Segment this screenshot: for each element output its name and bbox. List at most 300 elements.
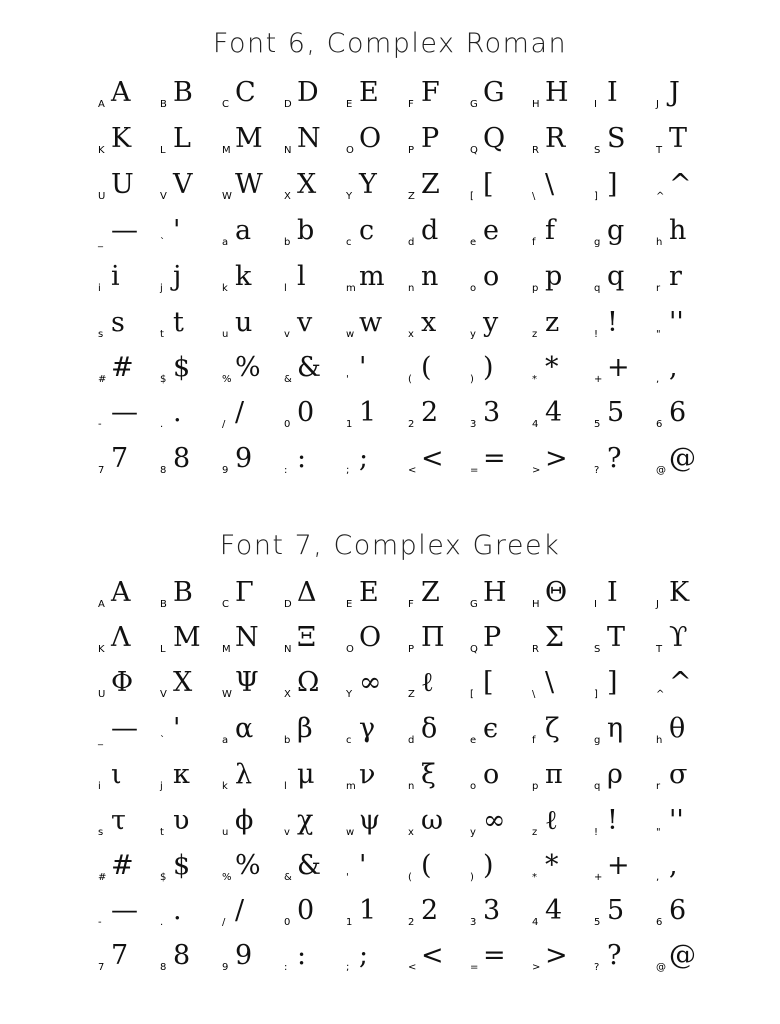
glyph-cell [532, 843, 594, 883]
glyph-key-label: 8 [160, 962, 167, 973]
glyph-cell [284, 162, 346, 202]
glyph-sample: > [545, 940, 568, 971]
glyph-key-label: 0 [284, 419, 291, 430]
glyph-sample: K [669, 577, 690, 608]
glyph-key-label: @ [656, 962, 666, 973]
glyph-key-label: 1 [346, 419, 353, 430]
glyph-key-label: f [532, 735, 536, 746]
glyph-key-label: Q [470, 644, 478, 655]
glyph-cell [408, 570, 470, 610]
glyph-sample: & [297, 352, 322, 383]
glyph-cell [594, 300, 656, 340]
glyph-key-label: R [532, 644, 539, 655]
glyph-key-label: & [284, 872, 292, 883]
glyph-key-label: P [408, 145, 415, 156]
glyph-key-label: W [222, 191, 232, 202]
glyph-key-label: n [408, 283, 415, 294]
glyph-sample: Λ [111, 622, 131, 653]
glyph-cell [594, 888, 656, 928]
glyph-key-label: g [594, 735, 601, 746]
glyph-cell [470, 300, 532, 340]
glyph-cell [470, 570, 532, 610]
glyph-sample: F [421, 77, 440, 108]
glyph-sample: = [483, 940, 506, 971]
glyph-key-label: X [284, 191, 291, 202]
glyph-cell [160, 116, 222, 156]
glyph-key-label: " [656, 329, 661, 340]
glyph-key-label: + [594, 374, 603, 385]
glyph-sample: ϕ [235, 805, 254, 836]
glyph-key-label: D [284, 99, 292, 110]
glyph-key-label: S [594, 644, 601, 655]
glyph-cell [408, 116, 470, 156]
glyph-sample: ; [359, 443, 369, 474]
glyph-key-label: Y [346, 191, 353, 202]
glyph-key-label: m [346, 781, 356, 792]
glyph-sample: I [607, 77, 618, 108]
glyph-cell [346, 798, 408, 838]
glyph-cell [594, 752, 656, 792]
glyph-sample: ν [359, 759, 376, 790]
glyph-cell [160, 752, 222, 792]
glyph-key-label: ^ [656, 689, 665, 700]
glyph-key-label: 6 [656, 917, 663, 928]
glyph-key-label: ( [408, 872, 412, 883]
glyph-sample: ι [111, 759, 122, 790]
glyph-key-label: u [222, 329, 229, 340]
glyph-sample: $ [173, 850, 191, 881]
glyph-sample: S [607, 123, 626, 154]
glyph-key-label: # [98, 374, 107, 385]
glyph-sample: D [297, 77, 319, 108]
glyph-cell [98, 615, 160, 655]
glyph-key-label: z [532, 329, 538, 340]
glyph-key-label: % [222, 872, 232, 883]
glyph-cell [346, 888, 408, 928]
glyph-cell [470, 436, 532, 476]
glyph-sample: 2 [421, 895, 439, 926]
glyph-sample: A [111, 77, 131, 108]
glyph-cell [532, 570, 594, 610]
glyph-sample: '' [669, 805, 684, 836]
glyph-cell [532, 615, 594, 655]
glyph-sample: K [111, 123, 132, 154]
glyph-key-label: 9 [222, 465, 229, 476]
glyph-key-label: L [160, 145, 166, 156]
glyph-sample: ' [173, 215, 181, 246]
glyph-sample: ] [607, 169, 618, 200]
glyph-sample: ; [359, 940, 369, 971]
glyph-sample: [ [483, 169, 494, 200]
glyph-key-label: < [408, 962, 417, 973]
glyph-cell [594, 254, 656, 294]
glyph-sample: ? [607, 940, 622, 971]
glyph-key-label: d [408, 237, 415, 248]
glyph-key-label: ` [160, 735, 165, 746]
glyph-key-label: ? [594, 465, 600, 476]
glyph-cell [408, 660, 470, 700]
glyph-cell [160, 888, 222, 928]
glyph-cell [284, 208, 346, 248]
glyph-sample: % [235, 850, 261, 881]
glyph-key-label: 3 [470, 917, 477, 928]
glyph-sample: r [669, 261, 682, 292]
glyph-cell [470, 798, 532, 838]
glyph-sample: 3 [483, 895, 501, 926]
glyph-key-label: K [98, 644, 105, 655]
glyph-key-label: ` [160, 237, 165, 248]
glyph-key-label: # [98, 872, 107, 883]
glyph-key-label: * [532, 872, 537, 883]
glyph-sample: [ [483, 667, 494, 698]
glyph-sample: A [111, 577, 131, 608]
glyph-cell [160, 933, 222, 973]
glyph-cell [532, 798, 594, 838]
glyph-key-label: u [222, 827, 229, 838]
glyph-sample: X [173, 667, 193, 698]
glyph-cell [222, 933, 284, 973]
glyph-sample: N [235, 622, 259, 653]
glyph-key-label: ' [346, 374, 349, 385]
glyph-sample: \ [545, 169, 555, 200]
glyph-cell [346, 660, 408, 700]
glyph-key-label: q [594, 781, 601, 792]
glyph-sample: h [669, 215, 687, 246]
glyph-key-label: - [98, 419, 102, 430]
glyph-cell [222, 345, 284, 385]
glyph-key-label: b [284, 735, 291, 746]
glyph-key-label: p [532, 781, 539, 792]
glyph-key-label: i [98, 283, 101, 294]
glyph-key-label: I [594, 99, 597, 110]
glyph-sample: 4 [545, 397, 563, 428]
glyph-key-label: N [284, 644, 292, 655]
glyph-key-label: F [408, 599, 414, 610]
glyph-key-label: 4 [532, 917, 539, 928]
glyph-cell [160, 162, 222, 202]
glyph-key-label: / [222, 917, 226, 928]
glyph-key-label: V [160, 689, 167, 700]
glyph-sample: Q [483, 123, 506, 154]
glyph-key-label: 5 [594, 917, 601, 928]
glyph-key-label: , [656, 872, 660, 883]
glyph-key-label: d [408, 735, 415, 746]
glyph-cell [408, 615, 470, 655]
glyph-cell [470, 70, 532, 110]
glyph-key-label: a [222, 735, 229, 746]
glyph-sample: + [607, 352, 630, 383]
glyph-sample: H [545, 77, 569, 108]
glyph-key-label: C [222, 599, 229, 610]
glyph-sample: θ [669, 713, 686, 744]
glyph-key-label: e [470, 735, 477, 746]
glyph-cell [284, 345, 346, 385]
glyph-cell [594, 615, 656, 655]
glyph-key-label: : [284, 962, 288, 973]
glyph-cell [470, 888, 532, 928]
glyph-sample: ο [483, 759, 500, 790]
glyph-sample: J [669, 77, 680, 108]
glyph-key-label: R [532, 145, 539, 156]
glyph-sample: w [359, 307, 383, 338]
glyph-cell [470, 933, 532, 973]
glyph-sample: ? [607, 443, 622, 474]
glyph-key-label: ! [594, 827, 599, 838]
glyph-sample: 7 [111, 940, 129, 971]
glyph-key-label: J [656, 599, 659, 610]
glyph-cell [408, 70, 470, 110]
glyph-cell [656, 436, 718, 476]
glyph-key-label: p [532, 283, 539, 294]
glyph-cell [160, 660, 222, 700]
glyph-cell [656, 300, 718, 340]
glyph-cell [222, 660, 284, 700]
glyph-key-label: $ [160, 374, 167, 385]
glyph-sample: ) [483, 352, 494, 383]
glyph-sample: κ [173, 759, 190, 790]
glyph-sample: 7 [111, 443, 129, 474]
glyph-sample: 0 [297, 397, 315, 428]
glyph-key-label: ) [470, 872, 474, 883]
glyph-key-label: $ [160, 872, 167, 883]
glyph-cell [98, 752, 160, 792]
glyph-key-label: S [594, 145, 601, 156]
glyph-key-label: % [222, 374, 232, 385]
glyph-cell [470, 843, 532, 883]
glyph-cell [656, 254, 718, 294]
glyph-cell [532, 888, 594, 928]
glyph-sample: u [235, 307, 253, 338]
glyph-key-label: - [98, 917, 102, 928]
glyph-cell [656, 706, 718, 746]
glyph-cell [98, 798, 160, 838]
glyph-cell [160, 615, 222, 655]
glyph-sample: ' [359, 850, 367, 881]
glyph-cell [470, 254, 532, 294]
glyph-cell [594, 208, 656, 248]
glyph-sample: P [483, 622, 502, 653]
glyph-cell [594, 390, 656, 430]
glyph-key-label: E [346, 599, 353, 610]
glyph-cell [98, 570, 160, 610]
glyph-key-label: U [98, 191, 106, 202]
glyph-cell [284, 615, 346, 655]
glyph-cell [532, 706, 594, 746]
glyph-sample: d [421, 215, 439, 246]
glyph-sample: E [359, 77, 379, 108]
glyph-sample: j [173, 261, 182, 292]
glyph-key-label: i [98, 781, 101, 792]
glyph-sample: — [111, 713, 138, 744]
glyph-key-label: n [408, 781, 415, 792]
glyph-key-label: , [656, 374, 660, 385]
glyph-sample: ] [607, 667, 618, 698]
glyph-cell [222, 888, 284, 928]
glyph-key-label: r [656, 781, 661, 792]
glyph-sample: G [483, 77, 505, 108]
glyph-sample: λ [235, 759, 253, 790]
glyph-sample: '' [669, 307, 684, 338]
glyph-sample: B [173, 77, 193, 108]
glyph-sample: c [359, 215, 375, 246]
glyph-key-label: ] [594, 191, 598, 202]
glyph-sample: \ [545, 667, 555, 698]
glyph-cell [160, 570, 222, 610]
glyph-key-label: [ [470, 191, 474, 202]
glyph-cell [284, 570, 346, 610]
glyph-cell [284, 254, 346, 294]
glyph-key-label: ; [346, 465, 350, 476]
glyph-sample: τ [111, 805, 126, 836]
glyph-key-label: ! [594, 329, 599, 340]
glyph-key-label: h [656, 735, 663, 746]
glyph-key-label: l [284, 283, 287, 294]
glyph-key-label: s [98, 329, 104, 340]
glyph-key-label: Q [470, 145, 478, 156]
glyph-key-label: ; [346, 962, 350, 973]
glyph-key-label: k [222, 283, 228, 294]
glyph-key-label: D [284, 599, 292, 610]
glyph-key-label: [ [470, 689, 474, 700]
glyph-sample: ℓ [545, 805, 558, 836]
glyph-cell [656, 843, 718, 883]
glyph-cell [656, 390, 718, 430]
glyph-cell [222, 254, 284, 294]
glyph-key-label: f [532, 237, 536, 248]
glyph-cell [284, 843, 346, 883]
glyph-key-label: z [532, 827, 538, 838]
glyph-cell [532, 390, 594, 430]
glyph-cell [532, 660, 594, 700]
glyph-key-label: N [284, 145, 292, 156]
glyph-sample: Δ [297, 577, 317, 608]
glyph-sample: ( [421, 850, 432, 881]
glyph-sample: H [483, 577, 507, 608]
glyph-key-label: l [284, 781, 287, 792]
glyph-cell [470, 345, 532, 385]
glyph-cell [222, 162, 284, 202]
glyph-cell [408, 706, 470, 746]
glyph-sample: < [421, 443, 444, 474]
glyph-cell [408, 888, 470, 928]
glyph-sample: l [297, 261, 306, 292]
glyph-key-label: r [656, 283, 661, 294]
glyph-cell [656, 615, 718, 655]
glyph-key-label: v [284, 329, 290, 340]
glyph-key-label: ) [470, 374, 474, 385]
glyph-sample: Ξ [297, 622, 316, 653]
glyph-cell [222, 752, 284, 792]
glyph-cell [470, 615, 532, 655]
glyph-sample: Z [421, 169, 440, 200]
glyph-key-label: M [222, 644, 231, 655]
glyph-cell [346, 70, 408, 110]
glyph-cell [98, 116, 160, 156]
glyph-cell [222, 798, 284, 838]
glyph-sample: , [669, 850, 678, 881]
glyph-key-label: T [656, 145, 663, 156]
glyph-key-label: g [594, 237, 601, 248]
glyph-cell [532, 752, 594, 792]
glyph-cell [222, 116, 284, 156]
glyph-key-label: c [346, 735, 352, 746]
glyph-cell [532, 70, 594, 110]
glyph-sample: ∞ [483, 805, 506, 836]
glyph-cell [284, 752, 346, 792]
glyph-sample: B [173, 577, 193, 608]
glyph-key-label: A [98, 99, 105, 110]
glyph-sample: ψ [359, 805, 381, 836]
glyph-cell [408, 390, 470, 430]
glyph-cell [222, 300, 284, 340]
glyph-sample: ϵ [483, 713, 499, 744]
glyph-cell [656, 208, 718, 248]
glyph-sample: > [545, 443, 568, 474]
glyph-sample: 4 [545, 895, 563, 926]
glyph-sample: χ [297, 805, 314, 836]
glyph-sample: — [111, 895, 138, 926]
glyph-cell [98, 706, 160, 746]
glyph-sample: q [607, 261, 625, 292]
glyph-cell [284, 660, 346, 700]
glyph-sample: Z [421, 577, 440, 608]
glyph-key-label: t [160, 329, 164, 340]
glyph-sample: M [235, 123, 263, 154]
glyph-sample: Y [359, 169, 377, 200]
glyph-key-label: ] [594, 689, 598, 700]
glyph-cell [346, 208, 408, 248]
glyph-sample: W [235, 169, 263, 200]
glyph-cell [532, 933, 594, 973]
glyph-key-label: G [470, 599, 478, 610]
glyph-key-label: H [532, 99, 540, 110]
glyph-cell [470, 208, 532, 248]
glyph-key-label: 2 [408, 917, 415, 928]
glyph-cell [594, 798, 656, 838]
glyph-key-label: c [346, 237, 352, 248]
glyph-key-label: J [656, 99, 659, 110]
glyph-cell [346, 390, 408, 430]
glyph-cell [98, 254, 160, 294]
glyph-sample: ) [483, 850, 494, 881]
glyph-key-label: W [222, 689, 232, 700]
glyph-sample: 1 [359, 397, 377, 428]
glyph-key-label: 5 [594, 419, 601, 430]
glyph-key-label: > [532, 465, 541, 476]
glyph-sample: # [111, 850, 134, 881]
glyph-key-label: o [470, 781, 477, 792]
glyph-key-label: t [160, 827, 164, 838]
glyph-key-label: q [594, 283, 601, 294]
glyph-key-label: h [656, 237, 663, 248]
glyph-cell [222, 208, 284, 248]
glyph-cell [594, 116, 656, 156]
glyph-sample: 1 [359, 895, 377, 926]
glyph-key-label: 7 [98, 465, 105, 476]
glyph-key-label: . [160, 419, 164, 430]
glyph-key-label: P [408, 644, 415, 655]
glyph-sample: m [359, 261, 385, 292]
glyph-cell [98, 162, 160, 202]
glyph-key-label: " [656, 827, 661, 838]
glyph-cell [222, 843, 284, 883]
glyph-cell [346, 162, 408, 202]
glyph-key-label: \ [532, 689, 536, 700]
glyph-cell [594, 933, 656, 973]
glyph-cell [98, 70, 160, 110]
glyph-sample: O [359, 622, 382, 653]
glyph-cell [532, 345, 594, 385]
